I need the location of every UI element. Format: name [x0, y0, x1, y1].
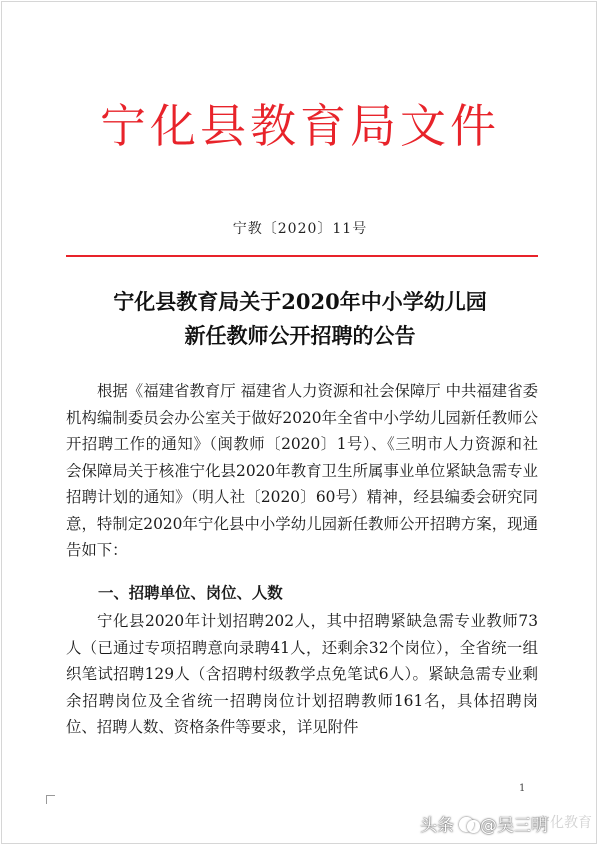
masthead-title: 宁化县教育局文件 — [100, 99, 500, 153]
announcement-title — [0, 285, 600, 353]
corner-mark — [46, 795, 55, 804]
title-line-1: 宁化县教育局关于2020年中小学幼儿园 — [113, 289, 487, 314]
watermark-left-text: 头条 — [420, 815, 454, 836]
page-number: 1 — [519, 783, 526, 794]
red-divider-line — [66, 255, 538, 257]
watermark — [420, 808, 548, 838]
watermark-logo-icon — [457, 815, 479, 831]
document-number: 宁教〔2020〕11号 — [232, 221, 368, 237]
title-line-2: 新任教师公开招聘的公告 — [184, 323, 416, 348]
section-heading-1: 一、招聘单位、岗位、人数 — [98, 584, 283, 602]
paragraph-positions: 宁化县2020年计划招聘202人，其中招聘紧缺急需专业教师73人（已通过专项招聘意向录聘41人，还剩余32个岗位），全省统一组织笔试招聘129人（含招聘村级教学点免笔试6人）。紧缺急需专业剩余招聘岗位及全省统一招聘岗位计划招聘教师161名，具体招聘岗位、招聘人数、资格条件等要求，详见附件 — [66, 612, 538, 736]
paragraph-intro: 根据《福建省教育厅 福建省人力资源和社会保障厅 中共福建省委机构编制委员会办公室关于做好2020年全省中小学幼儿园新任教师公开招聘工作的通知》（闽教师〔2020〕1号）、《三明市人力资源和社会保障局关于核准宁化县2020年教育卫生所属事业单位紧缺急需专业招聘计划的通知》（明人社〔2020〕60号）精神，经县编委会研究同意，特制定2020年宁化县中小学幼儿园新任教师公开招聘方案，现通告如下： — [66, 382, 538, 559]
watermark-right-text: @吴三明 — [480, 815, 548, 836]
watermark-background-text: 宁化教育 — [536, 815, 592, 831]
